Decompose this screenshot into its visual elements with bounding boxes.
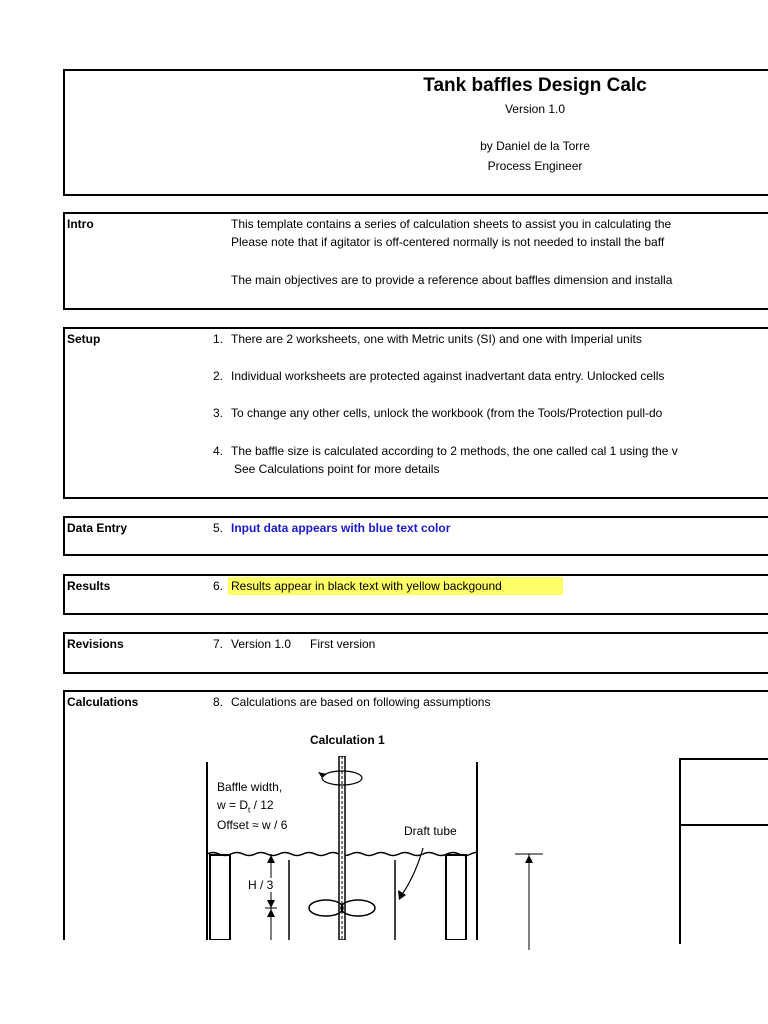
results-num: 6. (212, 579, 223, 593)
intro-label: Intro (67, 217, 94, 231)
setup-item-3-text: To change any other cells, unlock the workbook (from the Tools/Protection pull-do (231, 406, 663, 420)
data-entry-num: 5. (212, 521, 223, 535)
height-marker (503, 850, 563, 950)
setup-item-4-num: 4. (212, 444, 223, 458)
revisions-version: Version 1.0 (231, 637, 292, 651)
calculations-text: Calculations are based on following assumptions (231, 695, 491, 709)
revisions-desc: First version (310, 637, 376, 651)
fig-w-formula-tail: / 12 (250, 798, 274, 812)
calculations-label: Calculations (67, 695, 139, 709)
data-entry-section (63, 516, 768, 556)
tank-diagram (203, 756, 493, 940)
results-section (63, 574, 768, 615)
fig-draft-tube: Draft tube (404, 824, 457, 838)
right-partial-box (679, 758, 768, 944)
setup-label: Setup (67, 332, 101, 346)
fig-w-formula-sub: t (248, 805, 251, 815)
setup-item-1-num: 1. (212, 332, 223, 346)
intro-line-1: This template contains a series of calculation sheets to assist you in calculating the (231, 217, 672, 231)
intro-line-3: The main objectives are to provide a reference about baffles dimension and installa (231, 273, 673, 287)
revisions-label: Revisions (67, 637, 124, 651)
author-text: by Daniel de la Torre (480, 139, 590, 153)
calculations-section (63, 690, 768, 940)
fig-offset: Offset ≈ w / 6 (217, 818, 288, 832)
fig-w-formula (217, 798, 274, 814)
page-title: Tank baffles Design Calc (423, 75, 647, 96)
right-partial-divider (681, 824, 768, 826)
results-label: Results (67, 579, 111, 593)
version-text: Version 1.0 (504, 102, 566, 116)
calculation-1-subtitle: Calculation 1 (310, 733, 385, 747)
data-entry-text: Input data appears with blue text color (231, 521, 451, 535)
results-text: Results appear in black text with yellow backgound (231, 579, 502, 593)
data-entry-label: Data Entry (67, 521, 128, 535)
setup-item-4-text: The baffle size is calculated according to 2 methods, the one called cal 1 using the v (231, 444, 678, 458)
fig-h3: H / 3 (248, 878, 274, 892)
intro-section (63, 212, 768, 310)
setup-section (63, 327, 768, 499)
role-text: Process Engineer (487, 159, 583, 173)
setup-item-2-text: Individual worksheets are protected against inadvertant data entry. Unlocked cells (231, 369, 665, 383)
fig-w-formula-main: w = D (217, 798, 249, 812)
revisions-num: 7. (212, 637, 223, 651)
setup-item-3-num: 3. (212, 406, 223, 420)
setup-item-4-line-2: See Calculations point for more details (234, 462, 440, 476)
title-box (63, 69, 768, 196)
setup-item-1-text: There are 2 worksheets, one with Metric units (SI) and one with Imperial units (231, 332, 642, 346)
revisions-section (63, 632, 768, 674)
calculations-num: 8. (212, 695, 223, 709)
intro-line-2: Please note that if agitator is off-centered normally is not needed to install the baff (231, 235, 665, 249)
setup-item-2-num: 2. (212, 369, 223, 383)
fig-baffle-width: Baffle width, (217, 780, 283, 794)
